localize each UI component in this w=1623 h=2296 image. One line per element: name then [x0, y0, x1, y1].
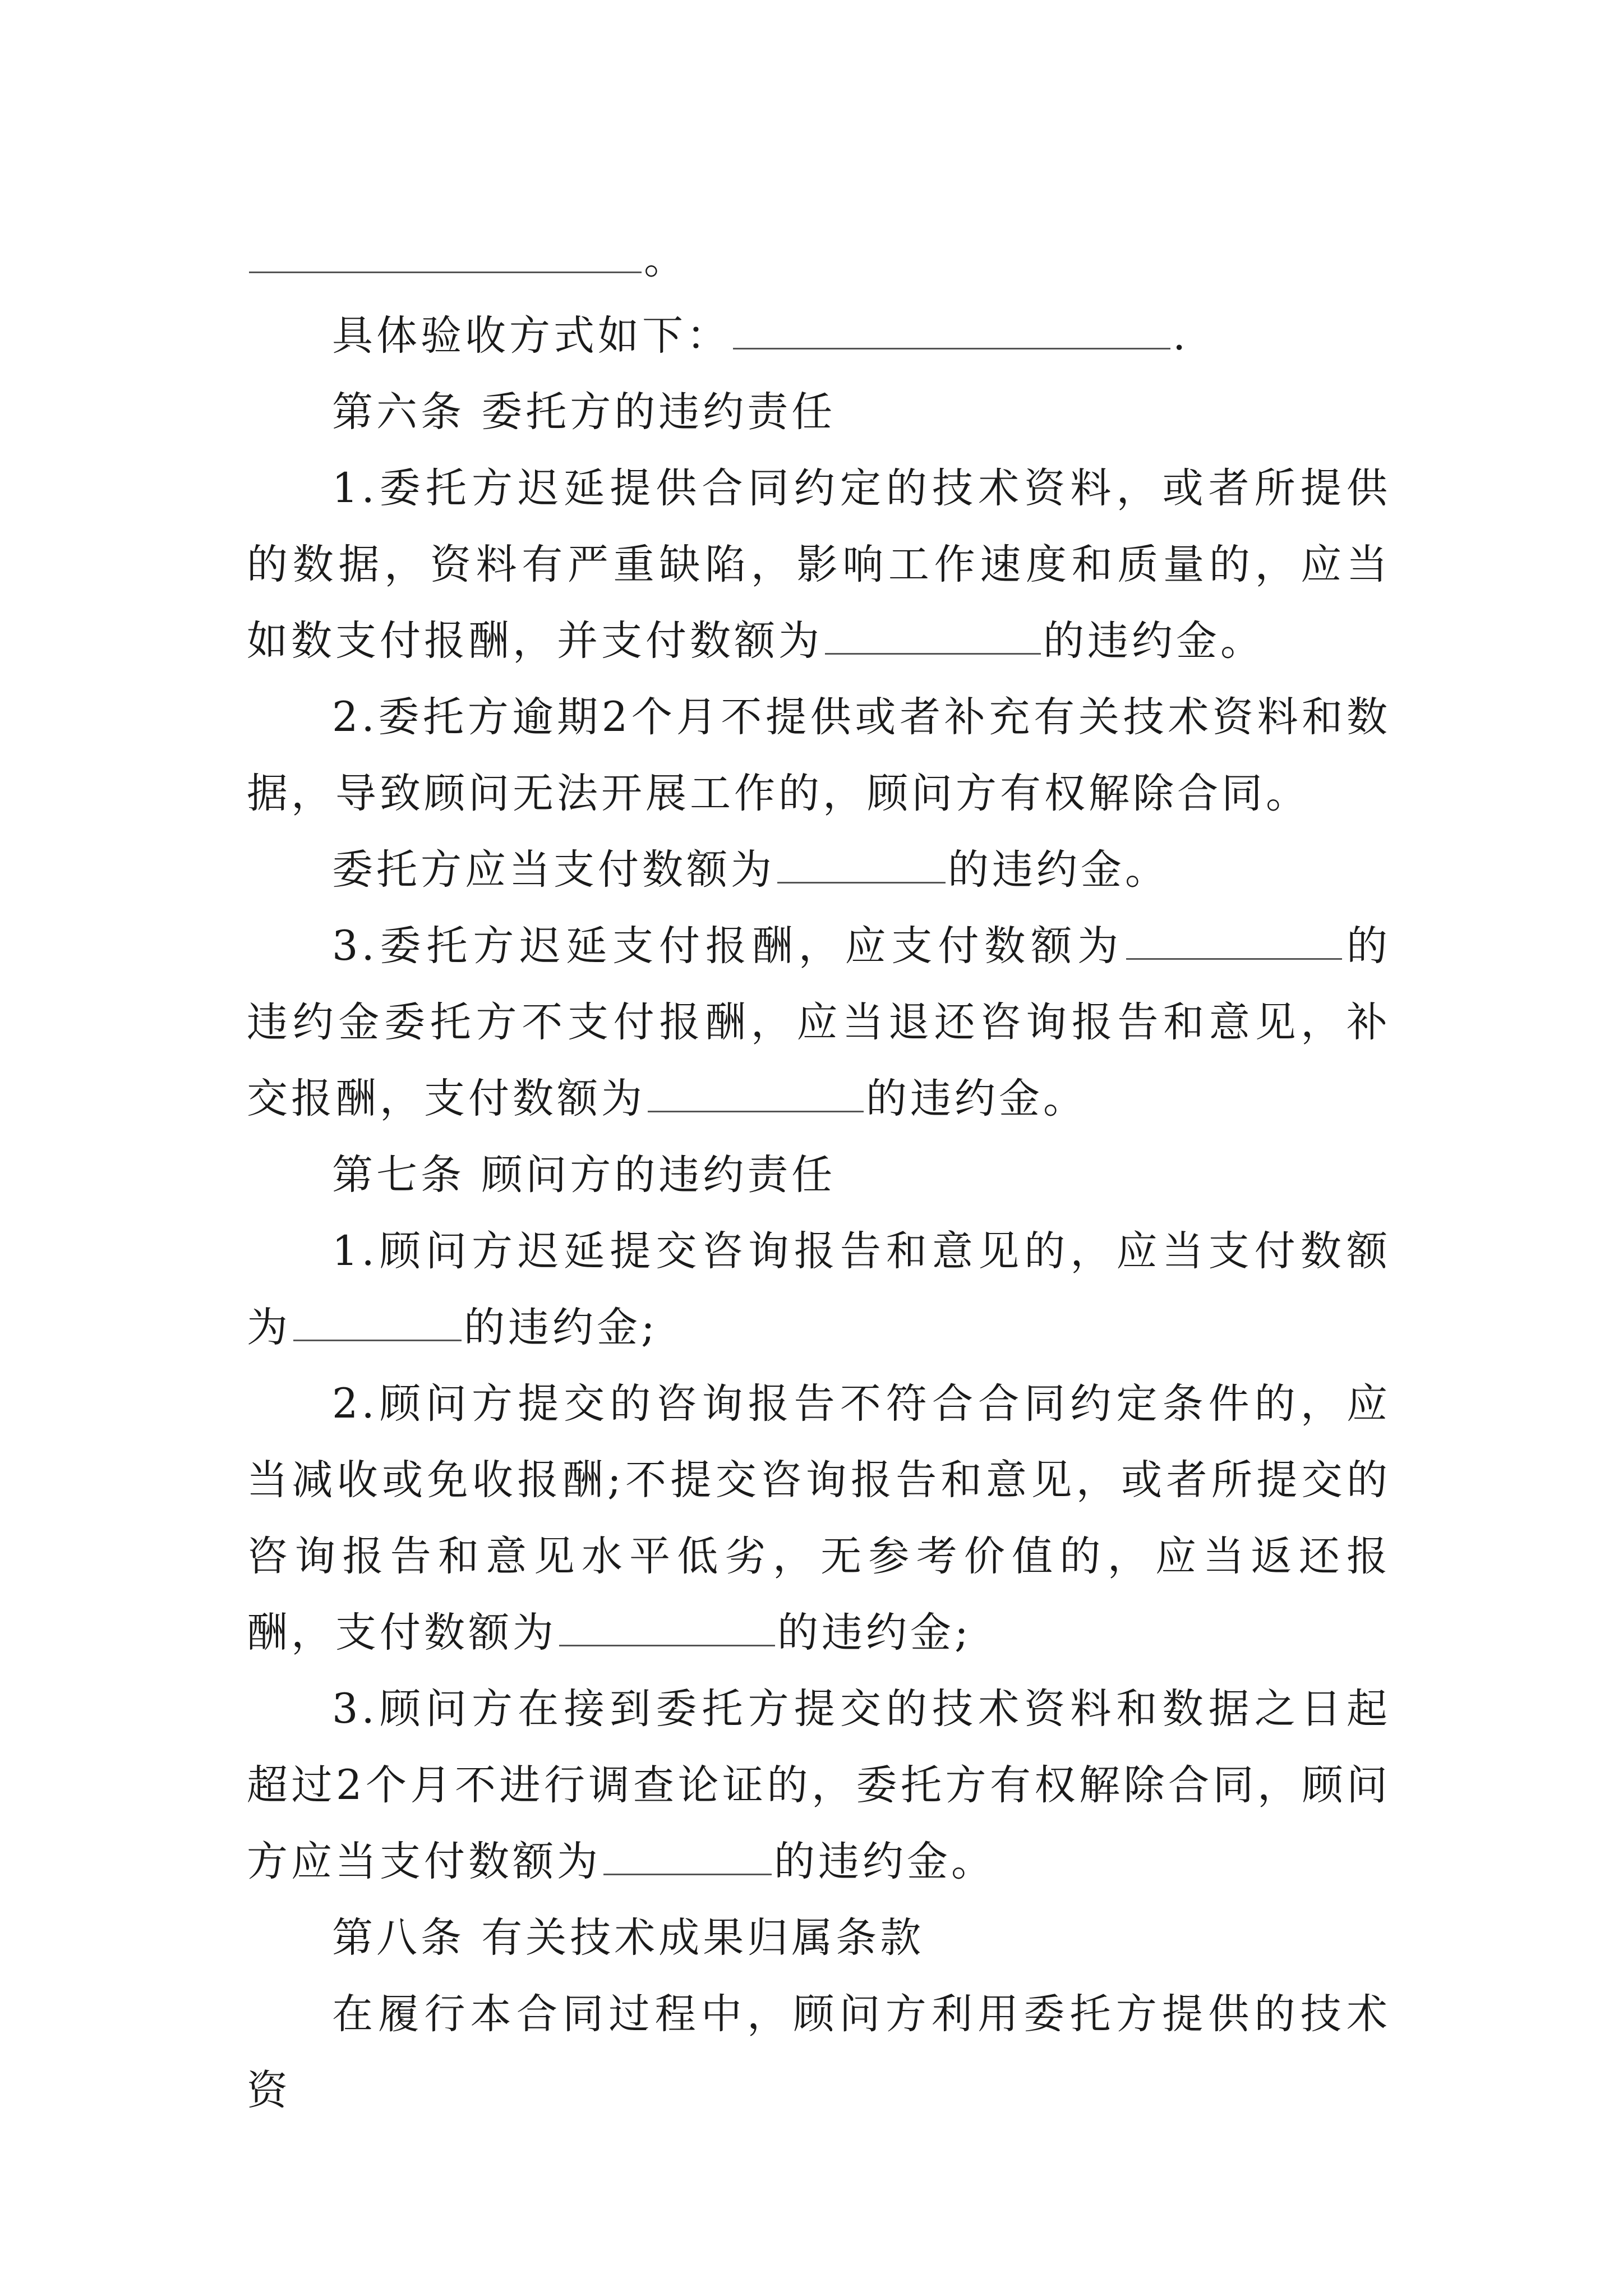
article-6-item-2: 2.委托方逾期2个月不提供或者补充有关技术资料和数据，导致顾问无法开展工作的，顾问方有权解除合同。	[247, 693, 1391, 817]
text: 1.委托方迟延提供合同约定的技术资料，或者所提供的数据，资料有严重缺陷，影响工作速度和质量的，应当如数支付报酬，并支付数额为	[247, 464, 1391, 665]
text: 的违约金委托方不支付报酬，应当退还咨询报告和意见，补交报酬，支付数额为	[247, 922, 1391, 1122]
blank-field[interactable]	[559, 1606, 775, 1646]
text: 2.顾问方提交的咨询报告不符合合同约定条件的，应当减收或免收报酬;不提交咨询报告和意见，或者所提交的咨询报告和意见水平低劣，无参考价值的，应当返还报酬，支付数额为	[247, 1380, 1391, 1657]
text: 3.委托方迟延支付报酬，应支付数额为	[332, 922, 1124, 970]
text: 委托方应当支付数额为	[332, 846, 775, 894]
text: 的违约金;	[777, 1609, 972, 1657]
blank-field[interactable]	[293, 1301, 462, 1341]
article-8-paragraph: 在履行本合同过程中，顾问方利用委托方提供的技术资	[247, 1990, 1391, 2114]
text: 。	[644, 236, 688, 283]
article-7-item-2	[247, 1366, 1391, 1671]
text: 的违约金;	[464, 1304, 658, 1351]
blank-field[interactable]	[1126, 919, 1342, 960]
article-6-item-2-penalty	[247, 832, 1391, 908]
blank-field[interactable]	[249, 233, 642, 273]
text: 3.顾问方在接到委托方提交的技术资料和数据之日起超过2个月不进行调查论证的，委托方有权解除合同，顾问方应当支付数额为	[247, 1685, 1391, 1885]
text: 的违约金。	[948, 846, 1169, 894]
text: 的违约金。	[866, 1075, 1087, 1122]
blank-field[interactable]	[733, 309, 1170, 349]
paragraph-continuation	[247, 222, 1391, 298]
article-7-item-3	[247, 1671, 1391, 1900]
article-6-item-3	[247, 908, 1391, 1137]
blank-field[interactable]	[777, 843, 946, 884]
blank-field[interactable]	[825, 614, 1041, 655]
article-8-heading: 第八条 有关技术成果归属条款	[332, 1914, 925, 1962]
article-7-item-1	[247, 1213, 1391, 1366]
blank-field[interactable]	[648, 1072, 864, 1112]
paragraph-acceptance-method	[247, 298, 1391, 374]
article-6-heading: 第六条 委托方的违约责任	[332, 388, 836, 436]
text: 具体验收方式如下：	[332, 312, 731, 360]
blank-field[interactable]	[603, 1835, 772, 1875]
text: 的违约金。	[774, 1838, 995, 1885]
article-6-item-1	[247, 450, 1391, 679]
text: .	[1173, 312, 1189, 360]
text: 1.顾问方迟延提交咨询报告和意见的，应当支付数额为	[247, 1227, 1391, 1351]
article-7-heading: 第七条 顾问方的违约责任	[332, 1151, 836, 1199]
document-page	[247, 222, 1391, 2129]
text: 的违约金。	[1043, 617, 1265, 665]
